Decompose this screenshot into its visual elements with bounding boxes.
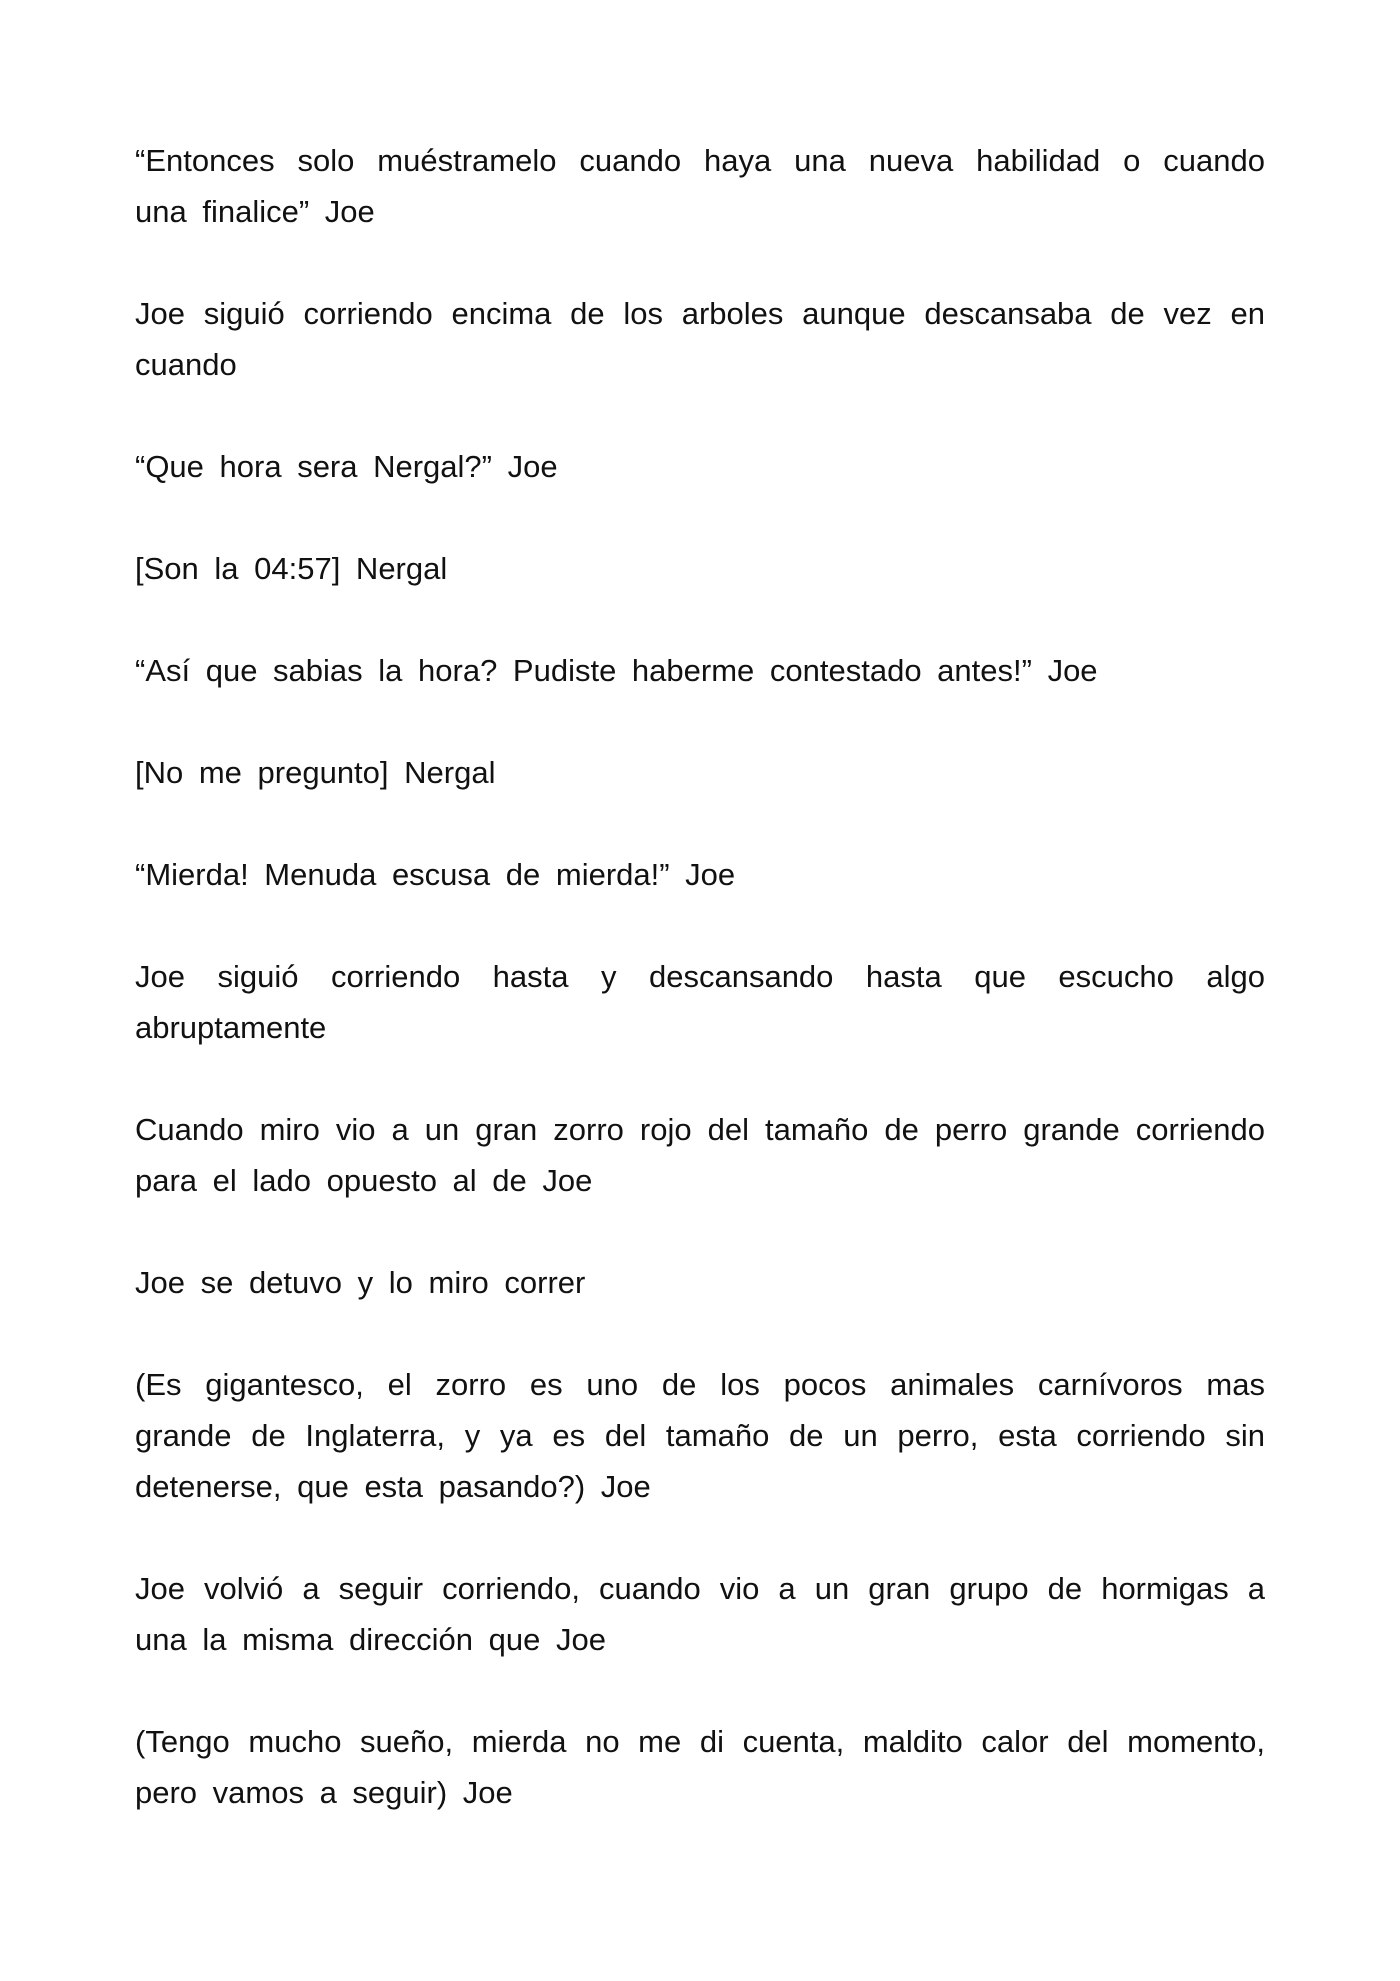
paragraph-9: Cuando miro vio a un gran zorro rojo del tamaño de perro grande corriendo para el lado opuesto al de Joe [135,1112,1265,1198]
paragraph-6: [No me pregunto] Nergal [135,755,496,790]
paragraph-2: Joe siguió corriendo encima de los arboles aunque descansaba de vez en cuando [135,296,1265,382]
paragraph-4: [Son la 04:57] Nergal [135,551,448,586]
paragraph-7: “Mierda! Menuda escusa de mierda!” Joe [135,857,736,892]
paragraph-1: “Entonces solo muéstramelo cuando haya una nueva habilidad o cuando una finalice” Joe [135,143,1265,229]
paragraph-11: (Es gigantesco, el zorro es uno de los pocos animales carnívoros mas grande de Inglaterra, y ya es del tamaño de un perro, esta corriendo sin detenerse, que esta pasando?) Joe [135,1367,1265,1504]
paragraph-13: (Tengo mucho sueño, mierda no me di cuenta, maldito calor del momento, pero vamos a seguir) Joe [135,1724,1265,1810]
paragraph-10: Joe se detuvo y lo miro correr [135,1265,586,1300]
paragraph-5: “Así que sabias la hora? Pudiste haberme contestado antes!” Joe [135,653,1098,688]
paragraph-12: Joe volvió a seguir corriendo, cuando vio a un gran grupo de hormigas a una la misma dirección que Joe [135,1571,1265,1657]
paragraph-3: “Que hora sera Nergal?” Joe [135,449,558,484]
paragraph-8: Joe siguió corriendo hasta y descansando hasta que escucho algo abruptamente [135,959,1265,1045]
document-body [135,135,1265,1818]
